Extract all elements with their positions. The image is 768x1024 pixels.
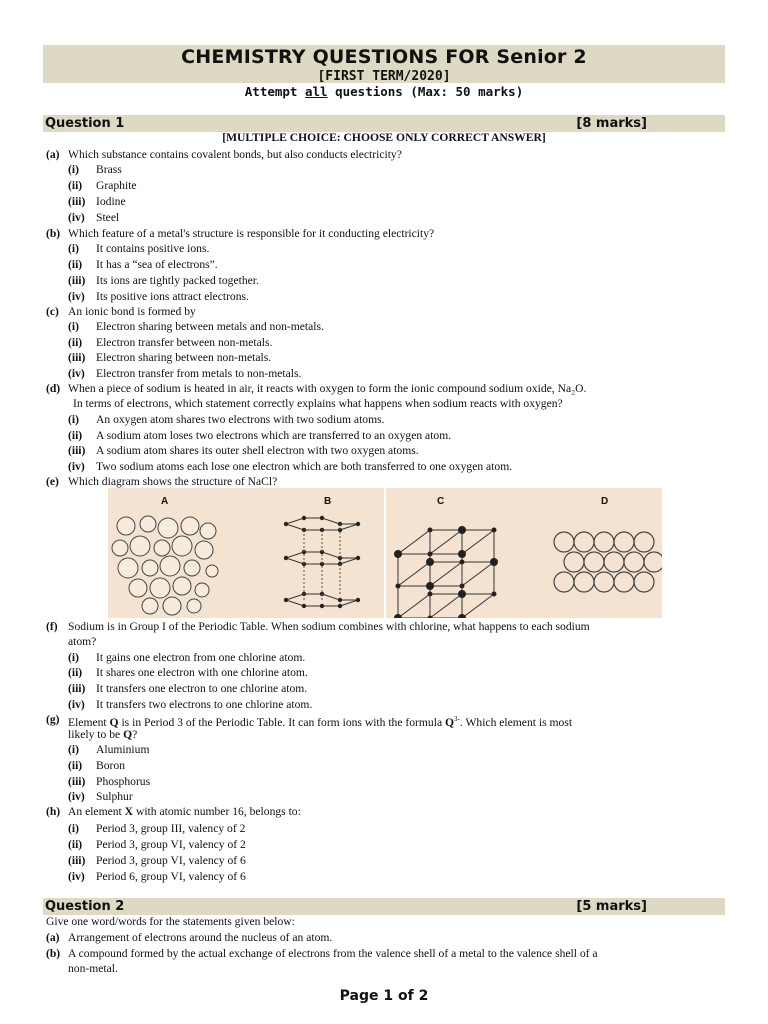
metal-ion bbox=[634, 532, 654, 552]
option-number: (i) bbox=[68, 163, 79, 176]
question-2-a-label: (a) bbox=[46, 931, 60, 944]
option-text: Period 3, group VI, valency of 2 bbox=[96, 838, 246, 851]
question-1-marks: [8 marks] bbox=[576, 116, 647, 131]
lattice-bond bbox=[462, 530, 494, 554]
option-number: (ii) bbox=[68, 838, 83, 851]
question-1-f-stem-cont: atom? bbox=[68, 635, 97, 648]
option-text: Period 3, group III, valency of 2 bbox=[96, 822, 246, 835]
option-number: (ii) bbox=[68, 759, 83, 772]
question-2-b-text: A compound formed by the actual exchange of electrons from the valence shell of a metal to the valence shell of a bbox=[68, 947, 598, 960]
diagram-label-c: C bbox=[437, 496, 445, 507]
question-1-a-label: (a) bbox=[46, 148, 60, 161]
atom-circle bbox=[117, 517, 135, 535]
diagram-c-ionic-lattice bbox=[394, 526, 498, 618]
ion bbox=[428, 528, 433, 533]
option-text: Aluminium bbox=[96, 743, 150, 756]
ion bbox=[492, 528, 497, 533]
option-number: (iii) bbox=[68, 775, 86, 788]
option-number: (iv) bbox=[68, 290, 85, 303]
ion bbox=[428, 592, 433, 597]
question-1-f-stem: Sodium is in Group I of the Periodic Table. When sodium combines with chlorine, what happens to each sodium bbox=[68, 620, 590, 633]
option-text: A sodium atom shares its outer shell electron with two oxygen atoms. bbox=[96, 444, 419, 457]
question-1-d-stem: When a piece of sodium is heated in air, it reacts with oxygen to form the ionic compound sodium oxide, Na₂O. bbox=[68, 382, 587, 395]
option-number: (iii) bbox=[68, 351, 86, 364]
carbon-atom bbox=[302, 516, 306, 520]
ion bbox=[396, 584, 401, 589]
question-1-e-stem: Which diagram shows the structure of NaCl? bbox=[68, 475, 278, 488]
option-text: It has a “sea of electrons”. bbox=[96, 258, 218, 271]
atom-circle bbox=[130, 536, 150, 556]
option-number: (iii) bbox=[68, 274, 86, 287]
nacl-structure-diagrams bbox=[108, 488, 662, 618]
atom-circle bbox=[154, 540, 170, 556]
question-1-c-stem: An ionic bond is formed by bbox=[68, 305, 196, 318]
question-2-header bbox=[43, 898, 725, 915]
option-number: (i) bbox=[68, 242, 79, 255]
option-number: (iii) bbox=[68, 854, 86, 867]
diagram-label-b: B bbox=[324, 496, 332, 507]
option-number: (iii) bbox=[68, 195, 86, 208]
question-2-a-text: Arrangement of electrons around the nucleus of an atom. bbox=[68, 931, 333, 944]
lattice-bond bbox=[430, 530, 462, 554]
option-text: It transfers one electron to one chlorine atom. bbox=[96, 682, 308, 695]
ion bbox=[460, 584, 465, 589]
option-text: Two sodium atoms each lose one electron which are both transferred to one oxygen atom. bbox=[96, 460, 513, 473]
option-number: (iv) bbox=[68, 790, 85, 803]
lattice-bond bbox=[430, 562, 462, 586]
option-number: (i) bbox=[68, 822, 79, 835]
title-banner bbox=[43, 45, 725, 83]
metal-ion bbox=[574, 532, 594, 552]
option-text: Electron sharing between metals and non-metals. bbox=[96, 320, 324, 333]
question-1-h-stem: An element X with atomic number 16, belongs to: bbox=[68, 805, 301, 818]
question-2-title: Question 2 bbox=[45, 899, 125, 914]
question-1-header bbox=[43, 115, 725, 132]
ion bbox=[394, 550, 402, 558]
ion bbox=[426, 582, 434, 590]
question-2-marks: [5 marks] bbox=[576, 899, 647, 914]
metal-ion bbox=[584, 552, 604, 572]
lattice-bond bbox=[398, 530, 430, 554]
question-1-b-label: (b) bbox=[46, 227, 61, 240]
atom-circle bbox=[173, 577, 191, 595]
question-1-c-label: (c) bbox=[46, 305, 59, 318]
option-number: (iii) bbox=[68, 444, 86, 457]
atom-circle bbox=[129, 579, 147, 597]
question-1-g-stem: Element Q is in Period 3 of the Periodic Table. It can form ions with the formula $Q^{3-}$. Which element is most bbox=[68, 715, 573, 729]
ion bbox=[428, 552, 433, 557]
option-number: (ii) bbox=[68, 258, 83, 271]
option-number: (ii) bbox=[68, 429, 83, 442]
option-text: Period 3, group VI, valency of 6 bbox=[96, 854, 246, 867]
option-text: It shares one electron with one chlorine atom. bbox=[96, 666, 308, 679]
option-text: Phosphorus bbox=[96, 775, 151, 788]
carbon-atom bbox=[320, 604, 324, 608]
option-number: (i) bbox=[68, 651, 79, 664]
ion bbox=[458, 526, 466, 534]
question-1-a-stem: Which substance contains covalent bonds, but also conducts electricity? bbox=[68, 148, 402, 161]
carbon-atom bbox=[284, 598, 288, 602]
atom-circle bbox=[184, 560, 200, 576]
atom-circle bbox=[195, 541, 213, 559]
ion bbox=[490, 558, 498, 566]
metal-ion bbox=[604, 552, 624, 572]
atom-circle bbox=[150, 578, 170, 598]
option-text: It gains one electron from one chlorine atom. bbox=[96, 651, 306, 664]
question-1-f-label: (f) bbox=[46, 620, 58, 633]
atom-circle bbox=[187, 599, 201, 613]
lattice-bond bbox=[462, 594, 494, 618]
ion bbox=[458, 590, 466, 598]
metal-ion bbox=[614, 532, 634, 552]
option-text: An oxygen atom shares two electrons with two sodium atoms. bbox=[96, 413, 385, 426]
lattice-bond bbox=[398, 562, 430, 586]
carbon-atom bbox=[356, 598, 360, 602]
option-number: (ii) bbox=[68, 179, 83, 192]
atom-circle bbox=[118, 558, 138, 578]
lattice-bond bbox=[398, 594, 430, 618]
ion bbox=[492, 592, 497, 597]
option-text: It contains positive ions. bbox=[96, 242, 210, 255]
page-title: CHEMISTRY QUESTIONS FOR Senior 2 bbox=[181, 46, 587, 68]
option-text: Electron transfer from metals to non-metals. bbox=[96, 367, 302, 380]
question-1-e-label: (e) bbox=[46, 475, 59, 488]
question-2-b-text-cont: non-metal. bbox=[68, 962, 118, 975]
question-2-intro: Give one word/words for the statements given below: bbox=[46, 915, 295, 928]
atom-circle bbox=[163, 597, 181, 615]
atom-circle bbox=[142, 560, 158, 576]
option-number: (ii) bbox=[68, 336, 83, 349]
lattice-bond bbox=[462, 562, 494, 586]
question-2-b-label: (b) bbox=[46, 947, 61, 960]
atom-circle bbox=[172, 536, 192, 556]
option-text: Brass bbox=[96, 163, 122, 176]
option-text: Its positive ions attract electrons. bbox=[96, 290, 249, 303]
option-text: A sodium atom loses two electrons which are transferred to an oxygen atom. bbox=[96, 429, 452, 442]
metal-ion bbox=[614, 572, 634, 592]
carbon-atom bbox=[284, 522, 288, 526]
term-subtitle: [FIRST TERM/2020] bbox=[317, 69, 451, 84]
diagram-d-metallic-rows bbox=[554, 532, 662, 592]
option-number: (i) bbox=[68, 743, 79, 756]
carbon-atom bbox=[338, 604, 342, 608]
atom-circle bbox=[112, 540, 128, 556]
option-number: (i) bbox=[68, 413, 79, 426]
page-number: Page 1 of 2 bbox=[339, 988, 429, 1004]
option-number: (iv) bbox=[68, 367, 85, 380]
question-1-g-label: (g) bbox=[46, 713, 60, 726]
carbon-atom bbox=[284, 556, 288, 560]
question-1-d-label: (d) bbox=[46, 382, 61, 395]
ion bbox=[394, 614, 402, 618]
atom-circle bbox=[158, 518, 178, 538]
option-number: (i) bbox=[68, 320, 79, 333]
question-1-h-label: (h) bbox=[46, 805, 61, 818]
diagram-label-a: A bbox=[161, 496, 169, 507]
metal-ion bbox=[594, 572, 614, 592]
ion bbox=[426, 558, 434, 566]
option-text: Electron sharing between non-metals. bbox=[96, 351, 272, 364]
atom-circle bbox=[140, 516, 156, 532]
carbon-atom bbox=[320, 516, 324, 520]
atom-circle bbox=[195, 583, 209, 597]
diagram-label-d: D bbox=[601, 496, 609, 507]
option-number: (iv) bbox=[68, 460, 85, 473]
metal-ion bbox=[634, 572, 654, 592]
structure-diagrams-svg bbox=[108, 488, 662, 618]
carbon-atom bbox=[338, 598, 342, 602]
atom-circle bbox=[160, 556, 180, 576]
metal-ion bbox=[594, 532, 614, 552]
atom-circle bbox=[206, 565, 218, 577]
question-1-g-stem-cont: likely to be Q? bbox=[68, 728, 138, 741]
option-text: Period 6, group VI, valency of 6 bbox=[96, 870, 246, 883]
question-1-instruction: [MULTIPLE CHOICE: CHOOSE ONLY CORRECT ANSWER] bbox=[222, 131, 546, 144]
carbon-atom bbox=[356, 522, 360, 526]
diagram-b-graphite-layers bbox=[284, 516, 360, 608]
option-number: (iv) bbox=[68, 870, 85, 883]
option-text: Its ions are tightly packed together. bbox=[96, 274, 259, 287]
ion bbox=[458, 614, 466, 618]
option-number: (iii) bbox=[68, 682, 86, 695]
question-1-b-stem: Which feature of a metal's structure is responsible for it conducting electricity? bbox=[68, 227, 435, 240]
question-1-title: Question 1 bbox=[45, 116, 125, 131]
metal-ion bbox=[574, 572, 594, 592]
option-text: Electron transfer between non-metals. bbox=[96, 336, 273, 349]
atom-circle bbox=[181, 517, 199, 535]
option-text: Sulphur bbox=[96, 790, 133, 803]
option-text: It transfers two electrons to one chlorine atom. bbox=[96, 698, 313, 711]
ion bbox=[428, 616, 433, 619]
metal-ion bbox=[644, 552, 662, 572]
option-number: (ii) bbox=[68, 666, 83, 679]
metal-ion bbox=[564, 552, 584, 572]
atom-circle bbox=[142, 598, 158, 614]
option-number: (iv) bbox=[68, 698, 85, 711]
metal-ion bbox=[554, 532, 574, 552]
atom-circle bbox=[200, 523, 216, 539]
ion bbox=[458, 550, 466, 558]
carbon-atom bbox=[302, 604, 306, 608]
option-text: Graphite bbox=[96, 179, 137, 192]
diagram-a-close-packed-circles bbox=[112, 516, 218, 615]
option-text: Iodine bbox=[96, 195, 126, 208]
question-1-d-stem-cont: In terms of electrons, which statement correctly explains what happens when sodium reacts with oxygen? bbox=[73, 397, 563, 410]
attempt-instruction: Attempt all questions (Max: 50 marks) bbox=[244, 84, 524, 99]
lattice-bond bbox=[430, 594, 462, 618]
option-text: Boron bbox=[96, 759, 125, 772]
carbon-atom bbox=[356, 556, 360, 560]
option-number: (iv) bbox=[68, 211, 85, 224]
metal-ion bbox=[554, 572, 574, 592]
metal-ion bbox=[624, 552, 644, 572]
option-text: Steel bbox=[96, 211, 120, 224]
ion bbox=[460, 560, 465, 565]
